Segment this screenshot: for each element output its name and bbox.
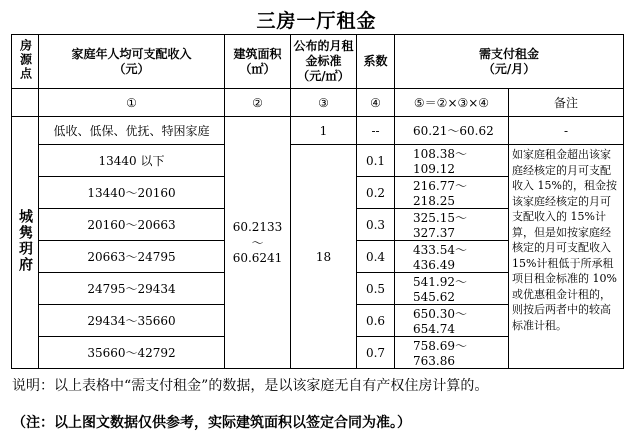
rent-cell: 325.15～327.37 xyxy=(395,209,509,241)
index-area: ② xyxy=(225,89,291,117)
header-district: 房源点 xyxy=(12,35,39,89)
table-row xyxy=(12,145,624,177)
coef-cell: 0.6 xyxy=(357,305,395,337)
index-blank xyxy=(12,89,39,117)
income-cell: 13440～20160 xyxy=(39,177,225,209)
special-coef: -- xyxy=(357,117,395,145)
coef-cell: 0.4 xyxy=(357,241,395,273)
header-row xyxy=(12,35,624,89)
coef-cell: 0.3 xyxy=(357,209,395,241)
index-row xyxy=(12,89,624,117)
district-cell: 城隽玥府 xyxy=(12,117,39,369)
income-cell: 20160～20663 xyxy=(39,209,225,241)
header-rent: 需支付租金（元/月） xyxy=(395,35,624,89)
index-remark: 备注 xyxy=(509,89,624,117)
disclaimer: （注：以上图文数据仅供参考，实际建筑面积以签定合同为准。） xyxy=(12,415,411,431)
index-formula: ⑤＝②×③×④ xyxy=(395,89,509,117)
index-income: ① xyxy=(39,89,225,117)
rent-table xyxy=(11,34,624,369)
rent-cell: 541.92～545.62 xyxy=(395,273,509,305)
income-cell: 24795～29434 xyxy=(39,273,225,305)
rent-cell: 650.30～654.74 xyxy=(395,305,509,337)
coef-cell: 0.7 xyxy=(357,337,395,369)
special-remark: - xyxy=(509,117,624,145)
special-rent: 60.21～60.62 xyxy=(395,117,509,145)
index-standard: ③ xyxy=(291,89,357,117)
page-title: 三房一厅租金 xyxy=(256,10,377,32)
coef-cell: 0.5 xyxy=(357,273,395,305)
footnote: 说明：以上表格中“需支付租金”的数据，是以该家庭无自有产权住房计算的。 xyxy=(12,378,489,394)
income-cell: 35660～42792 xyxy=(39,337,225,369)
rent-cell: 108.38～109.12 xyxy=(395,145,509,177)
income-cell: 29434～35660 xyxy=(39,305,225,337)
remark-note: 如家庭租金超出该家庭经核定的月可支配收入 15%的，租金按该家庭经核定的月可支配收入的 15%计算，但是如按家庭经核定的月可支配收入 15%计租低于所承租项目租金标准的 10%或优惠租金计租的，则按后两者中的较高标准计租。 xyxy=(509,145,624,369)
header-coef: 系数 xyxy=(357,35,395,89)
header-standard: 公布的月租金标准（元/㎡） xyxy=(291,35,357,89)
rent-cell: 433.54～436.49 xyxy=(395,241,509,273)
table-row-special xyxy=(12,117,624,145)
standard-cell: 18 xyxy=(291,145,357,369)
special-income: 低收、低保、优抚、特困家庭 xyxy=(39,117,225,145)
coef-cell: 0.2 xyxy=(357,177,395,209)
header-area: 建筑面积（㎡） xyxy=(225,35,291,89)
income-cell: 20663～24795 xyxy=(39,241,225,273)
header-income: 家庭年人均可支配收入（元） xyxy=(39,35,225,89)
coef-cell: 0.1 xyxy=(357,145,395,177)
income-cell: 13440 以下 xyxy=(39,145,225,177)
index-coef: ④ xyxy=(357,89,395,117)
rent-cell: 216.77～218.25 xyxy=(395,177,509,209)
area-cell: 60.2133 ～ 60.6241 xyxy=(225,117,291,369)
special-standard: 1 xyxy=(291,117,357,145)
rent-cell: 758.69～763.86 xyxy=(395,337,509,369)
